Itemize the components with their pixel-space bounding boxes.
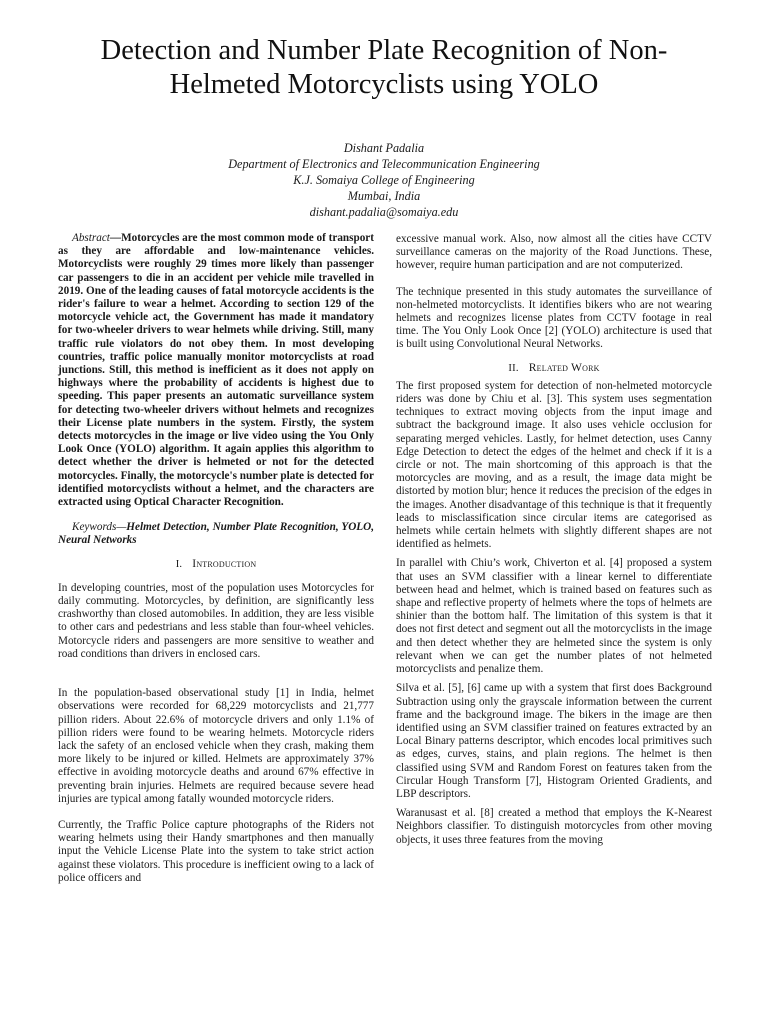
section-heading-introduction xyxy=(58,557,374,571)
section-title: Related Work xyxy=(528,360,600,374)
paragraph: excessive manual work. Also, now almost all the cities have CCTV surveillance cameras on the majority of the Road Junctions. These, however, require human participation and are not computerized. xyxy=(396,233,712,272)
author-name: Dishant Padalia xyxy=(343,141,425,155)
paragraph: The first proposed system for detection of non-helmeted motorcycle riders was done by Chiu et al. [3]. This system uses segmentation techniques to extract moving objects from the input image and subtract the background image. It also uses vehicle occlusion for separating merged vehicles. Lastly, for helmet detection, uses Canny Edge Detection to detect the edges of the helmet and check if it is a circle or not. The main shortcoming of this approach is that the motorcycles are moving, and as a result, the image data might be distorted by motion blur; hence it reduces the precision of the edges in the images. Another disadvantage of this technique is that it frequently leads to misclassification since circular items are categorised as helmets while certain helmets with slightly different shapes are not identified as helmets. xyxy=(396,379,712,551)
author-email: dishant.padalia@somaiya.edu xyxy=(309,205,459,219)
section-number: I. xyxy=(175,558,183,570)
author-block xyxy=(100,140,668,220)
title-line-2: Helmeted Motorcyclists using YOLO xyxy=(169,69,599,100)
author-department: Department of Electronics and Telecommunication Engineering xyxy=(228,157,540,171)
section-number: II. xyxy=(508,362,519,374)
keywords xyxy=(58,521,374,547)
paper-title xyxy=(40,34,728,102)
author-college: K.J. Somaiya College of Engineering xyxy=(293,173,475,187)
paragraph: In developing countries, most of the population uses Motorcycles for daily commuting. Motorcycles, by definition, are significantly less crashworthy than closed automobiles. In addition, they are less visible to other cars and pedestrians and less stable than four-wheel vehicles. Motorcycle riders and passengers are more sensitive to weather and road conditions than drivers in enclosed cars. xyxy=(58,581,374,660)
keywords-lead: Keywords— xyxy=(72,521,127,534)
paragraph: Silva et al. [5], [6] came up with a system that first does Background Subtraction using only the grayscale information between the current frame and the background image. The bikers in the image are then identified using an SVM classifier trained on features extracted by an Local Binary patterns descriptor, which encodes local primitives such as edges, curves, stains, and plain regions. The helmet is then classified using SVM and Random Forest on features taken from the Circular Hough Transform [7], Histogram Oriented Gradients, and LBP descriptors. xyxy=(396,682,712,800)
paragraph: The technique presented in this study automates the surveillance of non-helmeted motorcyclists. It identifies bikers who are not wearing helmets and recognizes license plates from CCTV footage in real time. The You Only Look Once [2] (YOLO) architecture is used that is built using Convolutional Neural Networks. xyxy=(396,285,712,351)
keywords-text: Helmet Detection, Number Plate Recognition, YOLO, Neural Networks xyxy=(58,521,374,547)
title-line-1: Detection and Number Plate Recognition of Non- xyxy=(100,35,668,66)
section-heading-related-work xyxy=(396,361,712,375)
paragraph: In parallel with Chiu’s work, Chiverton et al. [4] proposed a system that uses an SVM classifier with a linear kernel to differentiate between head and helmet, which is trained based on features such as shape and reflective property of helmets where the tops of helmets are shinier than the bottom half. The limitation of this system is that it does not first detect and segment out all the motorcyclists in the image and then detect whether they are helmeted since the system is only relevant when we can get the number plates of not helmeted motorcyclists and penalize them. xyxy=(396,557,712,676)
abstract-lead: Abstract xyxy=(72,232,110,244)
section-title: Introduction xyxy=(192,556,257,570)
author-location: Mumbai, India xyxy=(347,189,421,203)
paragraph: Currently, the Traffic Police capture photographs of the Riders not wearing helmets using their Handy smartphones and then manually input the Vehicle License Plate into the system to take strict action against these violators. This procedure is inefficient owing to a lack of police officers and xyxy=(58,818,374,884)
paragraph: In the population-based observational study [1] in India, helmet observations were recorded for 68,229 motorcyclists and 21,777 pillion riders. About 22.6% of motorcycle drivers and only 1.1% of pillion riders were found to be wearing helmets. Motorcycle riders lack the safety of an enclosed vehicle when they crash, making them more likely to be injured or killed. Helmets are approximately 37% effective in avoiding motorcycle deaths and around 67% effective in preventing brain injuries. Helmets are required because severe head injuries are typical among fatally wounded motorcycle riders. xyxy=(58,687,374,805)
right-column xyxy=(396,233,712,847)
paragraph: Waranusast et al. [8] created a method that employs the K-Nearest Neighbors classifier. To distinguish motorcycles from other moving objects, it uses three features from the moving xyxy=(396,807,712,846)
abstract-text: —Motorcycles are the most common mode of transport as they are affordable and low-maintenance vehicles. Motorcyclists were roughly 29 times more likely than passenger car passengers to die in an accident per vehicle mile travelled in 2019. One of the leading causes of fatal motorcycle accidents is the rider's failure to wear a helmet. According to section 129 of the motorcycle vehicle act, the Government has made it mandatory for two-wheeler drivers to wear helmets while driving. Still, many traffic rule violators do not obey them. In most developing countries, traffic police manually monitor motorcyclists at road junctions. Still, this method is inefficient as it does not apply on highways where the probability of accidents is highest due to speeding. This paper presents an automatic surveillance system for detecting two-wheeler drivers without helmets and recognizes their License plate numbers in the system. Firstly, the system detects motorcycles in the image or live video using the You Only Look Once (YOLO) algorithm. It again applies this algorithm to detect whether the driver is helmeted or not for the detected motorcycles. Finally, the motorcycle's number plate is detected for identified motorcyclists without a helmet, and the characters are extracted using Optical Character Recognition. xyxy=(58,232,374,509)
left-column xyxy=(58,232,374,885)
abstract xyxy=(58,232,374,509)
